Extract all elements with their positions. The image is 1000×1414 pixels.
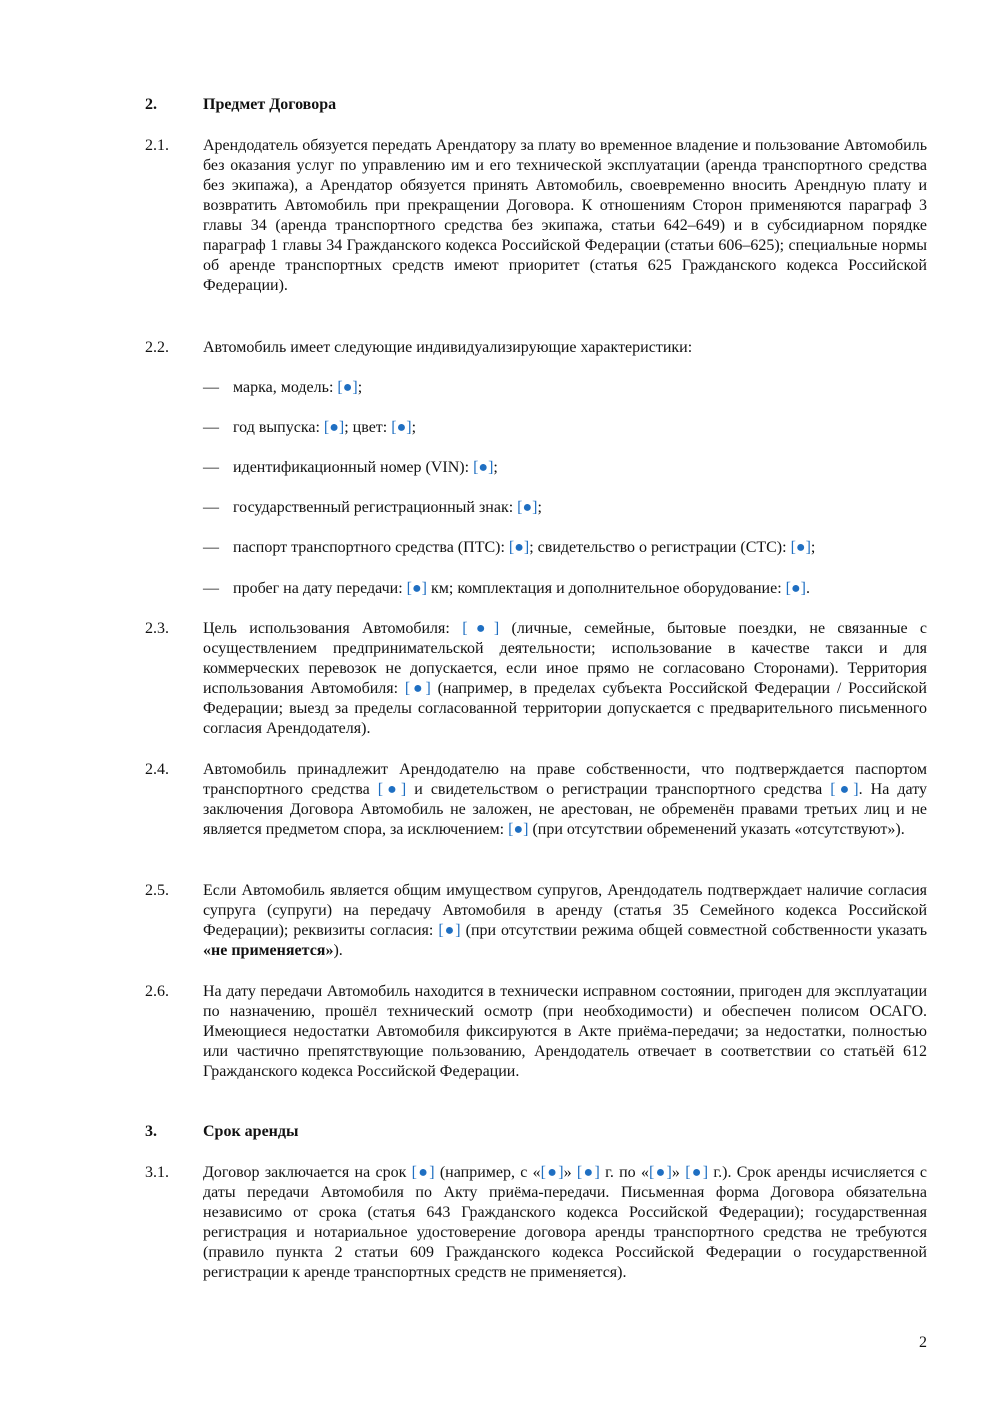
placeholder: [●]	[438, 922, 461, 939]
clause-text	[203, 760, 927, 840]
list-item	[203, 458, 498, 478]
dash-marker: —	[203, 499, 219, 516]
item-text: ;	[411, 419, 417, 436]
placeholder: [●]	[576, 1164, 600, 1181]
item-text: государственный регистрационный знак:	[233, 499, 518, 516]
clause-number: 3.1.	[145, 1164, 169, 1181]
dash-marker: —	[203, 379, 219, 396]
placeholder: [●]	[406, 580, 427, 597]
clause-3-1	[145, 1163, 927, 1283]
text-run: (например, в пределах субъекта Российской Федерации / Российской Федерации; выезд за пределы согласованной территории допускается с предварительного письменного согласия Арендодателя).	[203, 680, 927, 737]
text-run: »	[671, 1164, 686, 1181]
clause-number: 2.1.	[145, 137, 169, 154]
item-text: паспорт транспортного средства (ПТС):	[233, 539, 509, 556]
list-item	[203, 418, 416, 438]
item-text: пробег на дату передачи:	[233, 580, 407, 597]
clause-2-3	[145, 619, 927, 739]
item-text: ;	[537, 499, 542, 516]
placeholder: [●]	[790, 539, 811, 556]
placeholder: [●]	[337, 379, 358, 396]
clause-text: На дату передачи Автомобиль находится в технически исправном состоянии, пригоден для эксплуатации по назначению, прошёл технический осмотр (при необходимости) и обеспечен полисом ОСАГО. Имеющиеся недостатки Автомобиля фиксируются в Акте приёма-передачи; за недостатки, полностью или частично препятствующие пользованию, Арендодатель отвечает в соответствии со статьёй 612 Гражданского кодекса Российской Федерации.	[203, 983, 927, 1080]
clause-2-4	[145, 760, 927, 840]
placeholder: [●]	[404, 680, 431, 697]
dash-marker: —	[203, 580, 219, 597]
item-text: год выпуска:	[233, 419, 324, 436]
text-run: »	[563, 1164, 577, 1181]
page-number: 2	[919, 1334, 927, 1351]
text-run: Автомобиль принадлежит Арендодателю на праве собственности, что подтверждается паспортом транспортного средства	[203, 761, 927, 798]
item-text: марка, модель:	[233, 379, 338, 396]
clause-number: 2.3.	[145, 620, 169, 637]
list-item	[203, 579, 810, 599]
item-text: идентификационный номер (VIN):	[233, 459, 474, 476]
clause-2-1	[145, 136, 927, 296]
clause-2-6	[145, 982, 927, 1082]
text-run: Договор заключается на срок	[203, 1164, 412, 1181]
placeholder: [●]	[323, 419, 345, 436]
clause-number: 2.2.	[145, 339, 169, 356]
clause-number: 2.4.	[145, 761, 169, 778]
clause-2-5	[145, 881, 927, 961]
placeholder: [●]	[685, 1164, 709, 1181]
clause-text: Арендодатель обязуется передать Арендатору за плату во временное владение и пользование Автомобиль без оказания услуг по управлению им и его технической эксплуатации (аренда транспортного средства без экипажа), а Арендатор обязуется принять Автомобиль, своевременно вносить Арендную плату и возвратить Автомобиль при прекращении Договора. К отношениям Сторон применяются параграф 3 главы 34 (аренда транспортного средства без экипажа, статьи 642–649) и в субсидиарном порядке параграф 1 главы 34 Гражданского кодекса Российской Федерации (статьи 606–625); специальные нормы об аренде транспортных средств имеют приоритет (статья 625 Гражданского кодекса Российской Федерации).	[203, 137, 927, 294]
list-item	[203, 538, 815, 558]
placeholder: [●]	[540, 1164, 564, 1181]
item-text: .	[805, 580, 810, 597]
text-run: (например, с «	[434, 1164, 541, 1181]
dash-marker: —	[203, 419, 219, 436]
clause-text	[203, 881, 927, 961]
placeholder: [●]	[648, 1164, 672, 1181]
item-text: ;	[493, 459, 498, 476]
list-item	[203, 498, 542, 518]
item-text: ;	[810, 539, 816, 556]
clause-text: Автомобиль имеет следующие индивидуализирующие характеристики:	[203, 339, 693, 356]
text-run: ).	[333, 942, 343, 959]
placeholder: [●]	[830, 781, 859, 798]
section-number: 2.	[145, 96, 157, 113]
text-run: Если Автомобиль является общим имуществом супругов, Арендодатель подтверждает наличие согласия супруга (супруги) на передачу Автомобиля в аренду (статья 35 Семейного кодекса Российской Федерации); реквизиты согласия:	[203, 882, 927, 939]
text-run: Цель использования Автомобиля:	[203, 620, 463, 637]
item-text: ; цвет:	[344, 419, 392, 436]
item-text: ; свидетельство о регистрации (СТС):	[529, 539, 791, 556]
placeholder: [●]	[517, 499, 538, 516]
section-title: Срок аренды	[203, 1123, 299, 1140]
clause-number: 2.6.	[145, 983, 169, 1000]
bold-text: «не применяется»	[203, 942, 334, 959]
item-text: ;	[357, 379, 363, 396]
text-run: (личные, семейные, бытовые поездки, не связанные с осуществлением предпринимательской деятельности; использование в качестве такси и для коммерческих перевозок не допускается, если иное прямо не согласовано Сторонами). Территория использования Автомобиля:	[203, 620, 928, 697]
text-run: г.). Срок аренды исчисляется с даты передачи Автомобиля по Акту приёма-передачи. Письменная форма Договора обязательна независимо от срока (статья 643 Гражданского кодекса Российской Федерации); государственная регистрация и нотариальное удостоверение договора аренды транспортного средства не требуются (правило пункта 2 статьи 609 Гражданского кодекса Российской Федерации о государственной регистрации к аренде транспортных средств не применяется).	[203, 1164, 927, 1281]
clause-text	[203, 619, 927, 739]
section-title: Предмет Договора	[203, 96, 337, 113]
dash-marker: —	[203, 539, 219, 556]
placeholder: [●]	[785, 580, 806, 597]
text-run: . На дату заключения Договора Автомобиль не заложен, не арестован, не обременён правами третьих лиц и не является предметом спора, за исключением:	[203, 781, 927, 838]
clause-2-2	[145, 338, 927, 358]
text-run: (при отсутствии обременений указать «отсутствуют»).	[528, 821, 905, 838]
placeholder: [●]	[473, 459, 494, 476]
placeholder: [●]	[411, 1164, 435, 1181]
placeholder: [●]	[462, 620, 500, 637]
list-item	[203, 378, 362, 398]
section-number: 3.	[145, 1123, 157, 1140]
clause-text	[203, 1163, 927, 1283]
dash-marker: —	[203, 459, 219, 476]
placeholder: [●]	[508, 821, 529, 838]
text-run: г. по «	[599, 1164, 649, 1181]
item-text: км; комплектация и дополнительное оборудование:	[426, 580, 786, 597]
clause-number: 2.5.	[145, 882, 169, 899]
text-run: и свидетельством о регистрации транспортного средства	[406, 781, 831, 798]
placeholder: [●]	[391, 419, 412, 436]
placeholder: [●]	[508, 539, 530, 556]
placeholder: [●]	[377, 781, 407, 798]
text-run: (при отсутствии режима общей совместной собственности указать	[460, 922, 928, 939]
